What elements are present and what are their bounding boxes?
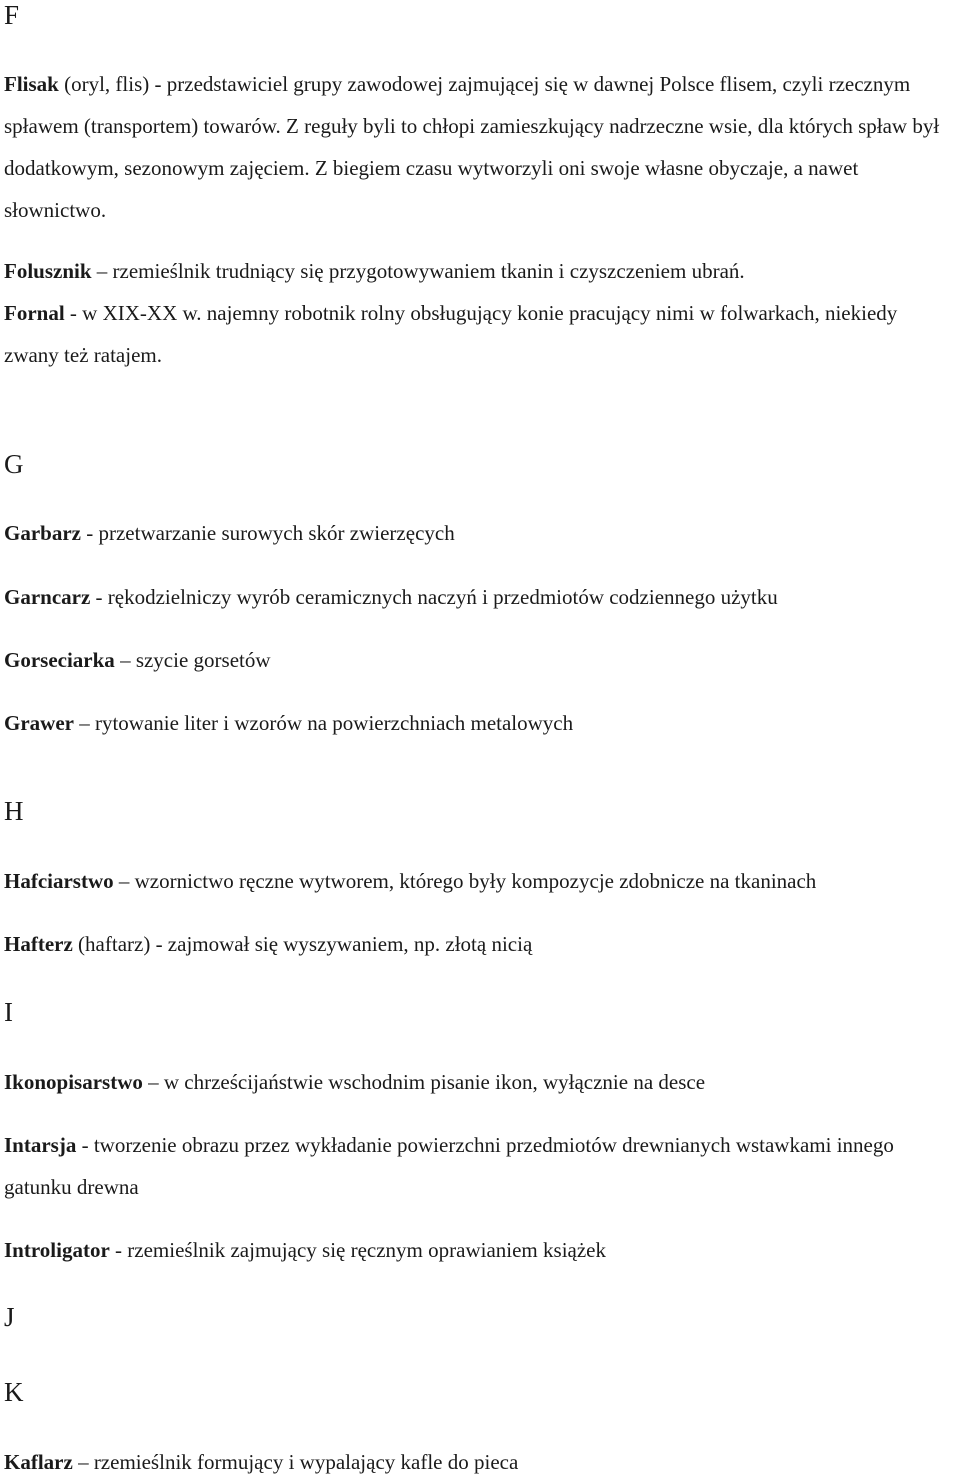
entry-definition: (oryl, flis) - przedstawiciel grupy zawodowej zajmującej się w dawnej Polsce flisem, czyli rzecznym spławem (transportem) towarów. Z reguły byli to chłopi zamieszkujący nadrzeczne wsie, dla których spław był dodatkowym, sezonowym zajęciem. Z biegiem czasu wytworzyli oni swoje własne obyczaje, a nawet słownictwo. [4,72,940,222]
entry-term: Garbarz [4,521,81,545]
entry-definition: – szycie gorsetów [114,648,271,672]
entry-kaflarz [4,1441,960,1483]
entry-term: Grawer [4,711,74,735]
entry-text [4,923,960,965]
entry-definition: – rytowanie liter i wzorów na powierzchniach metalowych [73,711,574,735]
entry-text [4,702,960,744]
entry-text [4,1441,960,1483]
entry-text [4,860,960,902]
section-g [4,449,960,479]
entry-term: Gorseciarka [4,648,115,672]
entry-hafciarstwo [4,860,960,902]
entry-text [4,576,960,618]
entry-term: Introligator [4,1238,110,1262]
entry-text [4,250,960,292]
section-letter: J [4,1302,15,1332]
entry-garncarz [4,576,960,618]
entry-text [4,1229,960,1271]
entry-definition: - w XIX-XX w. najemny robotnik rolny obsługujący konie pracujący nimi w folwarkach, niekiedy zwany też ratajem. [4,301,898,367]
entry-definition: – w chrześcijaństwie wschodnim pisanie ikon, wyłącznie na desce [142,1070,706,1094]
entry-garbarz [4,512,960,554]
entry-introligator [4,1229,960,1271]
entry-definition: - rękodzielniczy wyrób ceramicznych naczyń i przedmiotów codziennego użytku [90,585,778,609]
entry-text [4,512,960,554]
entry-term: Hafterz [4,932,73,956]
section-letter: G [4,449,24,479]
entry-definition: - przetwarzanie surowych skór zwierzęcych [80,521,455,545]
section-f [4,0,960,30]
entry-gorseciarka [4,639,960,681]
entry-hafterz [4,923,960,965]
entry-grawer [4,702,960,744]
entry-fornal [4,292,960,376]
section-letter: K [4,1377,24,1407]
entry-definition: - rzemieślnik zajmujący się ręcznym oprawianiem książek [109,1238,606,1262]
entry-term: Ikonopisarstwo [4,1070,143,1094]
entry-intarsja [4,1124,960,1208]
section-letter: F [4,0,20,30]
section-k [4,1377,960,1407]
entry-term: Garncarz [4,585,91,609]
section-i [4,997,960,1027]
section-letter: H [4,796,24,826]
entry-definition: – wzornictwo ręczne wytworem, którego były kompozycje zdobnicze na tkaninach [113,869,817,893]
entry-term: Hafciarstwo [4,869,114,893]
entry-text [4,1124,954,1208]
entry-term: Folusznik [4,259,92,283]
entry-definition: – rzemieślnik trudniący się przygotowywaniem tkanin i czyszczeniem ubrań. [91,259,745,283]
entry-term: Flisak [4,72,59,96]
entry-ikonopisarstwo [4,1061,960,1103]
section-letter: I [4,997,13,1027]
entry-term: Kaflarz [4,1450,73,1474]
entry-definition: (haftarz) - zajmował się wyszywaniem, np. złotą nicią [72,932,533,956]
entry-text [4,639,960,681]
entry-text [4,292,954,376]
entry-definition: - tworzenie obrazu przez wykładanie powierzchni przedmiotów drewnianych wstawkami innego gatunku drewna [4,1133,894,1199]
entry-flisak [4,63,960,231]
section-h [4,796,960,826]
entry-folusznik [4,250,960,292]
entry-definition: – rzemieślnik formujący i wypalający kafle do pieca [72,1450,519,1474]
entry-text [4,1061,960,1103]
entry-term: Intarsja [4,1133,77,1157]
section-j [4,1302,960,1332]
entry-text [4,63,954,231]
entry-term: Fornal [4,301,65,325]
